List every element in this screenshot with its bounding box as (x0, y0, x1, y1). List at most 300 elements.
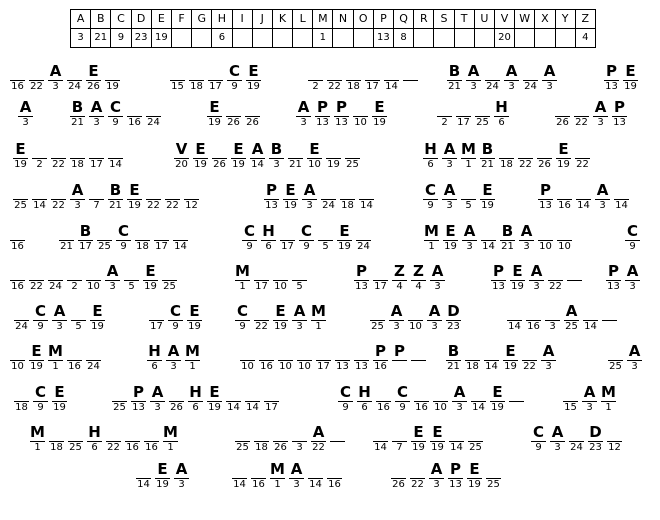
letter-cell[interactable] (523, 62, 538, 94)
letter-cell[interactable] (491, 262, 506, 294)
letter-cell[interactable] (10, 342, 25, 374)
letter-cell[interactable] (231, 140, 246, 172)
letter-cell[interactable] (614, 181, 629, 213)
key-number-cell[interactable]: 13 (373, 29, 393, 48)
letter-cell[interactable] (490, 383, 505, 415)
letter-cell[interactable] (327, 460, 342, 492)
letter-cell[interactable] (302, 181, 317, 213)
cell-number: 10 (279, 361, 292, 372)
letter-cell[interactable] (433, 383, 448, 415)
key-number-cell[interactable]: 19 (151, 29, 171, 48)
letter-cell[interactable] (146, 181, 161, 213)
letter-cell[interactable] (135, 222, 150, 254)
key-number-cell[interactable]: 1 (313, 29, 333, 48)
letter-cell[interactable] (174, 460, 189, 492)
key-number-cell[interactable]: 8 (394, 29, 414, 48)
cell-letter (481, 222, 496, 240)
letter-cell[interactable] (10, 222, 25, 254)
letter-cell[interactable] (105, 62, 120, 94)
letter-cell[interactable] (503, 342, 518, 374)
letter-cell[interactable] (373, 262, 388, 294)
letter-cell[interactable] (226, 383, 241, 415)
letter-cell[interactable] (567, 262, 582, 294)
letter-cell[interactable] (427, 302, 442, 334)
letter-cell[interactable] (173, 222, 188, 254)
letter-cell[interactable] (299, 222, 314, 254)
letter-cell[interactable] (307, 140, 322, 172)
cell-letter (526, 302, 541, 320)
letter-cell[interactable] (86, 62, 101, 94)
letter-cell[interactable] (14, 302, 29, 334)
letter-cell[interactable] (606, 262, 621, 294)
letter-cell[interactable] (391, 460, 406, 492)
letter-cell[interactable] (311, 302, 326, 334)
letter-cell[interactable] (10, 262, 25, 294)
letter-cell[interactable] (315, 98, 330, 130)
letter-cell[interactable] (411, 423, 426, 455)
letter-cell[interactable] (468, 423, 483, 455)
letter-cell[interactable] (48, 62, 63, 94)
letter-cell[interactable] (392, 423, 407, 455)
letter-cell[interactable] (574, 98, 589, 130)
cell-number: 18 (50, 442, 63, 453)
letter-cell[interactable] (555, 98, 570, 130)
letter-cell[interactable] (29, 342, 44, 374)
letter-cell[interactable] (264, 181, 279, 213)
letter-cell[interactable] (163, 423, 178, 455)
letter-cell[interactable] (486, 460, 501, 492)
letter-cell[interactable] (127, 181, 142, 213)
letter-cell[interactable] (292, 423, 307, 455)
letter-cell[interactable] (150, 383, 165, 415)
letter-cell[interactable] (33, 302, 48, 334)
letter-cell[interactable] (49, 423, 64, 455)
letter-cell[interactable] (335, 342, 350, 374)
letter-cell[interactable] (108, 140, 123, 172)
letter-cell[interactable] (627, 342, 642, 374)
letter-cell[interactable] (189, 62, 204, 94)
letter-cell[interactable] (354, 342, 369, 374)
letter-cell[interactable] (235, 302, 250, 334)
letter-cell[interactable] (154, 222, 169, 254)
letter-cell[interactable] (485, 62, 500, 94)
letter-cell[interactable] (569, 423, 584, 455)
letter-cell[interactable] (155, 460, 170, 492)
key-number-cell[interactable]: 23 (131, 29, 151, 48)
letter-cell[interactable] (452, 383, 467, 415)
letter-cell[interactable] (338, 383, 353, 415)
letter-cell[interactable] (423, 140, 438, 172)
letter-cell[interactable] (557, 222, 572, 254)
letter-cell[interactable] (264, 383, 279, 415)
cell-letter (146, 98, 161, 116)
letter-cell[interactable] (235, 423, 250, 455)
letter-cell[interactable] (370, 302, 385, 334)
letter-cell[interactable] (207, 383, 222, 415)
letter-cell[interactable] (29, 262, 44, 294)
letter-cell[interactable] (70, 181, 85, 213)
letter-cell[interactable] (278, 342, 293, 374)
letter-cell[interactable] (345, 140, 360, 172)
letter-cell[interactable] (541, 342, 556, 374)
letter-cell[interactable] (311, 423, 326, 455)
letter-cell[interactable] (376, 383, 391, 415)
cell-number: 14 (374, 442, 387, 453)
letter-cell[interactable] (625, 262, 640, 294)
letter-cell[interactable] (337, 222, 352, 254)
letter-cell[interactable] (89, 181, 104, 213)
key-number-cell[interactable]: 4 (575, 29, 595, 48)
letter-cell[interactable] (48, 342, 63, 374)
letter-cell[interactable] (308, 62, 323, 94)
cipher-word (338, 383, 528, 415)
cell-letter: A (430, 460, 443, 478)
letter-cell[interactable] (392, 342, 407, 374)
letter-cell[interactable] (346, 62, 361, 94)
cell-letter (456, 98, 471, 116)
letter-cell[interactable] (563, 383, 578, 415)
letter-cell[interactable] (625, 222, 640, 254)
letter-cell[interactable] (86, 262, 101, 294)
letter-cell[interactable] (226, 98, 241, 130)
letter-cell[interactable] (149, 302, 164, 334)
cell-letter: A (467, 62, 480, 80)
cell-number: 16 (527, 321, 540, 332)
letter-cell[interactable] (465, 342, 480, 374)
letter-cell[interactable] (447, 62, 462, 94)
key-letter-cell: M (313, 10, 333, 29)
cell-letter (523, 62, 538, 80)
letter-cell[interactable] (261, 222, 276, 254)
letter-cell[interactable] (538, 222, 553, 254)
letter-cell[interactable] (308, 460, 323, 492)
cell-letter: Z (394, 262, 405, 280)
letter-cell[interactable] (602, 302, 617, 334)
letter-cell[interactable] (51, 181, 66, 213)
letter-cell[interactable] (392, 262, 407, 294)
key-number-cell[interactable]: 9 (111, 29, 131, 48)
letter-cell[interactable] (90, 302, 105, 334)
letter-cell[interactable] (446, 342, 461, 374)
letter-cell[interactable] (70, 98, 85, 130)
letter-cell[interactable] (353, 98, 368, 130)
letter-cell[interactable] (184, 181, 199, 213)
letter-cell[interactable] (384, 62, 399, 94)
letter-cell[interactable] (280, 222, 295, 254)
letter-cell[interactable] (125, 423, 140, 455)
letter-cell[interactable] (529, 262, 544, 294)
letter-cell[interactable] (395, 383, 410, 415)
letter-cell[interactable] (403, 62, 418, 94)
letter-cell[interactable] (548, 262, 563, 294)
letter-cell[interactable] (48, 262, 63, 294)
letter-cell[interactable] (526, 302, 541, 334)
letter-cell[interactable] (52, 383, 67, 415)
letter-cell[interactable] (250, 140, 265, 172)
letter-cell[interactable] (273, 423, 288, 455)
letter-cell[interactable] (292, 302, 307, 334)
letter-cell[interactable] (296, 98, 311, 130)
letter-cell[interactable] (462, 222, 477, 254)
letter-cell[interactable] (389, 302, 404, 334)
letter-cell[interactable] (67, 262, 82, 294)
letter-cell[interactable] (124, 262, 139, 294)
letter-cell[interactable] (283, 181, 298, 213)
letter-cell[interactable] (288, 140, 303, 172)
letter-cell[interactable] (430, 262, 445, 294)
letter-cell[interactable] (424, 222, 439, 254)
letter-cell[interactable] (14, 383, 29, 415)
cell-number: 5 (128, 281, 135, 292)
letter-cell[interactable] (297, 342, 312, 374)
letter-cell[interactable] (89, 140, 104, 172)
letter-cell[interactable] (429, 460, 444, 492)
letter-cell[interactable] (538, 181, 553, 213)
letter-cell[interactable] (588, 423, 603, 455)
letter-cell[interactable] (254, 302, 269, 334)
letter-cell[interactable] (365, 62, 380, 94)
letter-cell[interactable] (466, 62, 481, 94)
letter-cell[interactable] (292, 262, 307, 294)
letter-cell[interactable] (245, 98, 260, 130)
letter-cell[interactable] (269, 140, 284, 172)
letter-cell[interactable] (423, 181, 438, 213)
letter-cell[interactable] (51, 140, 66, 172)
letter-cell[interactable] (33, 383, 48, 415)
letter-cell[interactable] (254, 262, 269, 294)
letter-cell[interactable] (59, 222, 74, 254)
letter-cell[interactable] (437, 98, 452, 130)
letter-cell[interactable] (448, 460, 463, 492)
letter-cell[interactable] (316, 342, 331, 374)
cell-letter: P (375, 342, 386, 360)
letter-cell[interactable] (235, 262, 250, 294)
letter-cell[interactable] (373, 423, 388, 455)
letter-cell[interactable] (273, 262, 288, 294)
letter-cell[interactable] (174, 140, 189, 172)
letter-cell[interactable] (254, 423, 269, 455)
letter-cell[interactable] (169, 383, 184, 415)
letter-cell[interactable] (10, 62, 25, 94)
letter-cell[interactable] (484, 342, 499, 374)
letter-cell[interactable] (188, 383, 203, 415)
letter-cell[interactable] (500, 222, 515, 254)
cell-letter (485, 62, 500, 80)
letter-cell[interactable] (78, 222, 93, 254)
letter-cell[interactable] (354, 262, 369, 294)
key-number-cell[interactable]: 20 (494, 29, 514, 48)
letter-cell[interactable] (162, 262, 177, 294)
letter-cell[interactable] (227, 62, 242, 94)
letter-cell[interactable] (240, 342, 255, 374)
letter-cell[interactable] (504, 62, 519, 94)
letter-cell[interactable] (461, 181, 476, 213)
cell-number: 16 (11, 281, 24, 292)
letter-cell[interactable] (456, 98, 471, 130)
letter-cell[interactable] (471, 383, 486, 415)
letter-cell[interactable] (475, 98, 490, 130)
letter-cell[interactable] (143, 262, 158, 294)
letter-cell[interactable] (87, 423, 102, 455)
letter-cell[interactable] (185, 342, 200, 374)
letter-cell[interactable] (531, 423, 546, 455)
letter-cell[interactable] (612, 98, 627, 130)
letter-cell[interactable] (519, 222, 534, 254)
letter-cell[interactable] (340, 181, 355, 213)
letter-cell[interactable] (601, 383, 616, 415)
letter-cell[interactable] (604, 62, 619, 94)
letter-cell[interactable] (259, 342, 274, 374)
letter-cell[interactable] (408, 302, 423, 334)
letter-cell[interactable] (273, 302, 288, 334)
letter-cell[interactable] (550, 423, 565, 455)
letter-cell[interactable] (564, 302, 579, 334)
key-number-cell[interactable]: 21 (91, 29, 111, 48)
letter-cell[interactable] (410, 460, 425, 492)
letter-cell[interactable] (146, 98, 161, 130)
letter-cell[interactable] (318, 222, 333, 254)
cell-letter (574, 98, 589, 116)
letter-cell[interactable] (356, 222, 371, 254)
letter-cell[interactable] (545, 302, 560, 334)
letter-cell[interactable] (105, 262, 120, 294)
cell-number: 17 (90, 159, 103, 170)
letter-cell[interactable] (270, 460, 285, 492)
letter-cell[interactable] (499, 140, 514, 172)
cell-number: 18 (136, 241, 149, 252)
letter-cell[interactable] (359, 181, 374, 213)
letter-cell[interactable] (461, 140, 476, 172)
letter-cell[interactable] (68, 423, 83, 455)
letter-cell[interactable] (542, 62, 557, 94)
letter-cell[interactable] (166, 342, 181, 374)
letter-cell[interactable] (411, 262, 426, 294)
cell-number: 10 (539, 241, 552, 252)
letter-cell[interactable] (108, 181, 123, 213)
letter-cell[interactable] (32, 181, 47, 213)
cipher-word (242, 222, 375, 254)
letter-cell[interactable] (373, 342, 388, 374)
cell-letter (365, 62, 380, 80)
letter-cell[interactable] (131, 383, 146, 415)
letter-cell[interactable] (446, 302, 461, 334)
letter-cell[interactable] (86, 342, 101, 374)
key-number-cell[interactable]: 3 (71, 29, 91, 48)
letter-cell[interactable] (245, 383, 260, 415)
letter-cell[interactable] (18, 98, 33, 130)
letter-cell[interactable] (13, 140, 28, 172)
letter-cell[interactable] (442, 140, 457, 172)
letter-cell[interactable] (112, 383, 127, 415)
letter-cell[interactable] (116, 222, 131, 254)
letter-cell[interactable] (242, 222, 257, 254)
letter-cell[interactable] (583, 302, 598, 334)
letter-cell[interactable] (481, 222, 496, 254)
letter-cell[interactable] (449, 423, 464, 455)
letter-cell[interactable] (414, 383, 429, 415)
letter-cell[interactable] (582, 383, 597, 415)
letter-cell[interactable] (106, 423, 121, 455)
letter-cell[interactable] (32, 140, 47, 172)
letter-cell[interactable] (443, 222, 458, 254)
letter-cell[interactable] (494, 98, 509, 130)
letter-cell[interactable] (518, 140, 533, 172)
letter-cell[interactable] (136, 460, 151, 492)
letter-cell[interactable] (556, 140, 571, 172)
letter-cell[interactable] (595, 181, 610, 213)
letter-cell[interactable] (537, 140, 552, 172)
letter-cell[interactable] (30, 423, 45, 455)
letter-cell[interactable] (170, 62, 185, 94)
letter-cell[interactable] (97, 222, 112, 254)
letter-cell[interactable] (327, 62, 342, 94)
letter-cell[interactable] (522, 342, 537, 374)
letter-cell[interactable] (467, 460, 482, 492)
letter-cell[interactable] (510, 262, 525, 294)
letter-cell[interactable] (608, 342, 623, 374)
letter-cell[interactable] (251, 460, 266, 492)
letter-cell[interactable] (67, 62, 82, 94)
letter-cell[interactable] (330, 423, 345, 455)
letter-cell[interactable] (168, 302, 183, 334)
letter-cell[interactable] (144, 423, 159, 455)
letter-cell[interactable] (509, 383, 524, 415)
letter-cell[interactable] (13, 181, 28, 213)
letter-cell[interactable] (442, 181, 457, 213)
letter-cell[interactable] (623, 62, 638, 94)
letter-cell[interactable] (207, 98, 222, 130)
letter-cell[interactable] (208, 62, 223, 94)
letter-cell[interactable] (593, 98, 608, 130)
letter-cell[interactable] (147, 342, 162, 374)
letter-cell[interactable] (193, 140, 208, 172)
letter-cell[interactable] (334, 98, 349, 130)
letter-cell[interactable] (576, 181, 591, 213)
cipher-word (10, 222, 29, 254)
letter-cell[interactable] (52, 302, 67, 334)
letter-cell[interactable] (67, 342, 82, 374)
letter-cell[interactable] (480, 140, 495, 172)
letter-cell[interactable] (357, 383, 372, 415)
letter-cell[interactable] (232, 460, 247, 492)
letter-cell[interactable] (246, 62, 261, 94)
letter-cell[interactable] (372, 98, 387, 130)
letter-cell[interactable] (89, 98, 104, 130)
letter-cell[interactable] (71, 302, 86, 334)
letter-cell[interactable] (165, 181, 180, 213)
key-number-cell[interactable]: 6 (212, 29, 232, 48)
cell-letter (373, 262, 388, 280)
letter-cell[interactable] (607, 423, 622, 455)
letter-cell[interactable] (557, 181, 572, 213)
letter-cell[interactable] (326, 140, 341, 172)
letter-cell[interactable] (108, 98, 123, 130)
cell-number: 24 (570, 442, 583, 453)
letter-cell[interactable] (507, 302, 522, 334)
letter-cell[interactable] (575, 140, 590, 172)
letter-cell[interactable] (70, 140, 85, 172)
letter-cell[interactable] (480, 181, 495, 213)
letter-cell[interactable] (289, 460, 304, 492)
letter-cell[interactable] (127, 98, 142, 130)
letter-cell[interactable] (430, 423, 445, 455)
letter-cell[interactable] (187, 302, 202, 334)
letter-cell[interactable] (212, 140, 227, 172)
letter-cell[interactable] (321, 181, 336, 213)
letter-cell[interactable] (411, 342, 426, 374)
cipher-word (424, 222, 576, 254)
letter-cell[interactable] (29, 62, 44, 94)
